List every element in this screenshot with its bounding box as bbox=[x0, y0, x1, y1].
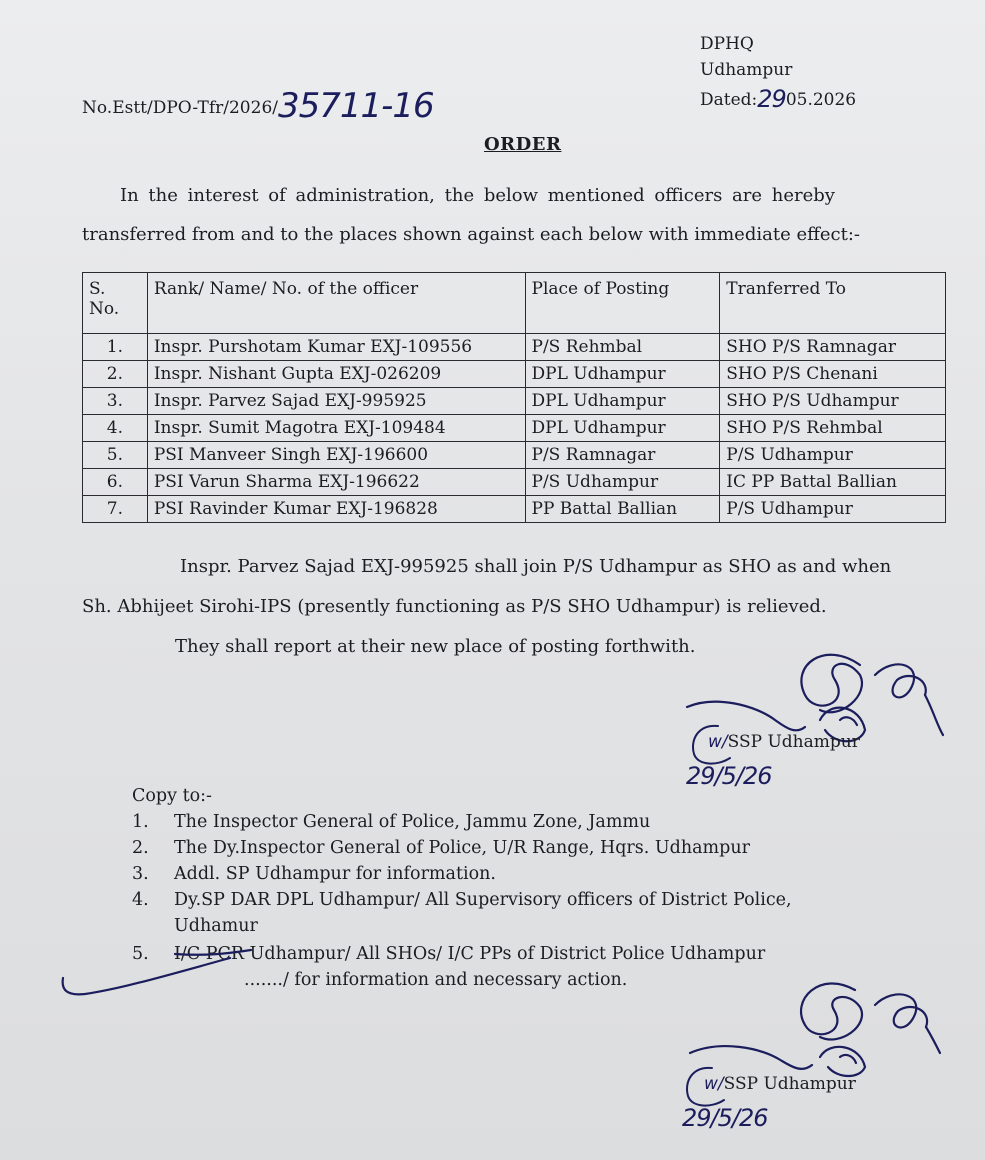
table-row bbox=[83, 415, 946, 442]
cell-transferred: IC PP Battal Ballian bbox=[720, 469, 946, 496]
cell-sno: 3. bbox=[83, 388, 148, 415]
reference-number bbox=[82, 82, 434, 126]
note-line-1: Inspr. Parvez Sajad EXJ-995925 shall join P/S Udhampur as SHO as and when bbox=[180, 556, 892, 577]
cell-officer: PSI Varun Sharma EXJ-196622 bbox=[147, 469, 525, 496]
copy-to-text: I/C PCR Udhampur/ All SHOs/ I/C PPs of District Police Udhampur bbox=[174, 944, 766, 964]
signature-2-stamp bbox=[704, 1074, 856, 1094]
table-row bbox=[83, 442, 946, 469]
copy-to-item-4 bbox=[132, 890, 792, 910]
cell-posting: P/S Ramnagar bbox=[525, 442, 720, 469]
cell-transferred: P/S Udhampur bbox=[720, 442, 946, 469]
copy-to-num: 2. bbox=[132, 838, 149, 858]
dated-line bbox=[700, 83, 856, 111]
office-name: DPHQ bbox=[700, 34, 754, 54]
cell-officer: PSI Manveer Singh EXJ-196600 bbox=[147, 442, 525, 469]
cell-sno: 7. bbox=[83, 496, 148, 523]
cell-officer: Inspr. Sumit Magotra EXJ-109484 bbox=[147, 415, 525, 442]
copy-to-text: Dy.SP DAR DPL Udhampur/ All Supervisory officers of District Police, bbox=[174, 890, 792, 910]
signature-1-stamp bbox=[708, 732, 860, 752]
cell-officer: Inspr. Purshotam Kumar EXJ-109556 bbox=[147, 334, 525, 361]
cell-officer: Inspr. Parvez Sajad EXJ-995925 bbox=[147, 388, 525, 415]
header-sno bbox=[83, 273, 148, 334]
dated-rest: 05.2026 bbox=[785, 90, 857, 110]
table-row bbox=[83, 388, 946, 415]
cell-officer: PSI Ravinder Kumar EXJ-196828 bbox=[147, 496, 525, 523]
cell-posting: P/S Rehmbal bbox=[525, 334, 720, 361]
signature-1-stamp-text: SSP Udhampur bbox=[727, 732, 860, 752]
table-row bbox=[83, 334, 946, 361]
copy-to-item-1 bbox=[132, 812, 650, 832]
header-sno-line2: No. bbox=[89, 299, 120, 319]
copy-to-text: The Dy.Inspector General of Police, U/R Range, Hqrs. Udhampur bbox=[174, 838, 750, 858]
table-row bbox=[83, 469, 946, 496]
cell-transferred: SHO P/S Ramnagar bbox=[720, 334, 946, 361]
signature-1-date: 29/5/26 bbox=[686, 762, 772, 790]
copy-to-num: 4. bbox=[132, 890, 149, 910]
cell-sno: 2. bbox=[83, 361, 148, 388]
copy-to-item-3 bbox=[132, 864, 496, 884]
copy-to-item-2 bbox=[132, 838, 750, 858]
copy-to-num: 1. bbox=[132, 812, 149, 832]
copy-to-item-4-continued: Udhamur bbox=[174, 916, 258, 936]
cell-posting: DPL Udhampur bbox=[525, 388, 720, 415]
cell-transferred: SHO P/S Udhampur bbox=[720, 388, 946, 415]
cell-posting: DPL Udhampur bbox=[525, 415, 720, 442]
copy-to-num: 3. bbox=[132, 864, 149, 884]
header-officer: Rank/ Name/ No. of the officer bbox=[147, 273, 525, 334]
note-line-2: Sh. Abhijeet Sirohi-IPS (presently functioning as P/S SHO Udhampur) is relieved. bbox=[82, 596, 827, 617]
signature-2-date: 29/5/26 bbox=[682, 1104, 768, 1132]
transfer-table bbox=[82, 272, 946, 523]
handwritten-strike-stroke bbox=[55, 948, 255, 1003]
intro-line-2: transferred from and to the places shown against each below with immediate effect:- bbox=[82, 224, 860, 245]
signature-2-stamp-text: SSP Udhampur bbox=[723, 1074, 856, 1094]
dated-label: Dated: bbox=[700, 90, 758, 110]
cell-sno: 6. bbox=[83, 469, 148, 496]
cell-posting: PP Battal Ballian bbox=[525, 496, 720, 523]
table-row bbox=[83, 361, 946, 388]
copy-to-text: Addl. SP Udhampur for information. bbox=[174, 864, 496, 884]
cell-sno: 5. bbox=[83, 442, 148, 469]
cell-transferred: SHO P/S Rehmbal bbox=[720, 415, 946, 442]
note-line-3: They shall report at their new place of posting forthwith. bbox=[175, 636, 696, 657]
office-city: Udhampur bbox=[700, 60, 793, 80]
cell-officer: Inspr. Nishant Gupta EXJ-026209 bbox=[147, 361, 525, 388]
cell-posting: P/S Udhampur bbox=[525, 469, 720, 496]
copy-to-heading: Copy to:- bbox=[132, 786, 212, 806]
table-row bbox=[83, 496, 946, 523]
header-posting: Place of Posting bbox=[525, 273, 720, 334]
reference-prefix: No.Estt/DPO-Tfr/2026/ bbox=[82, 98, 278, 118]
header-transferred: Tranferred To bbox=[720, 273, 946, 334]
cell-sno: 4. bbox=[83, 415, 148, 442]
intro-line-1: In the interest of administration, the below mentioned officers are hereby bbox=[120, 185, 835, 206]
reference-handwritten: 35711-16 bbox=[277, 86, 434, 126]
signature-1-stamp-prefix: w/ bbox=[708, 732, 728, 752]
cell-transferred: SHO P/S Chenani bbox=[720, 361, 946, 388]
header-sno-line1: S. bbox=[89, 279, 106, 299]
copy-to-text: The Inspector General of Police, Jammu Zone, Jammu bbox=[174, 812, 651, 832]
signature-2-stamp-prefix: w/ bbox=[704, 1074, 724, 1094]
cell-transferred: P/S Udhampur bbox=[720, 496, 946, 523]
copy-to-num: 5. bbox=[132, 944, 149, 964]
table-header-row bbox=[83, 273, 946, 334]
cell-sno: 1. bbox=[83, 334, 148, 361]
copy-to-item-5-continued: ......./ for information and necessary action. bbox=[244, 970, 628, 990]
cell-posting: DPL Udhampur bbox=[525, 361, 720, 388]
order-title: ORDER bbox=[484, 134, 562, 155]
dated-handwritten-day: 29 bbox=[757, 85, 786, 113]
